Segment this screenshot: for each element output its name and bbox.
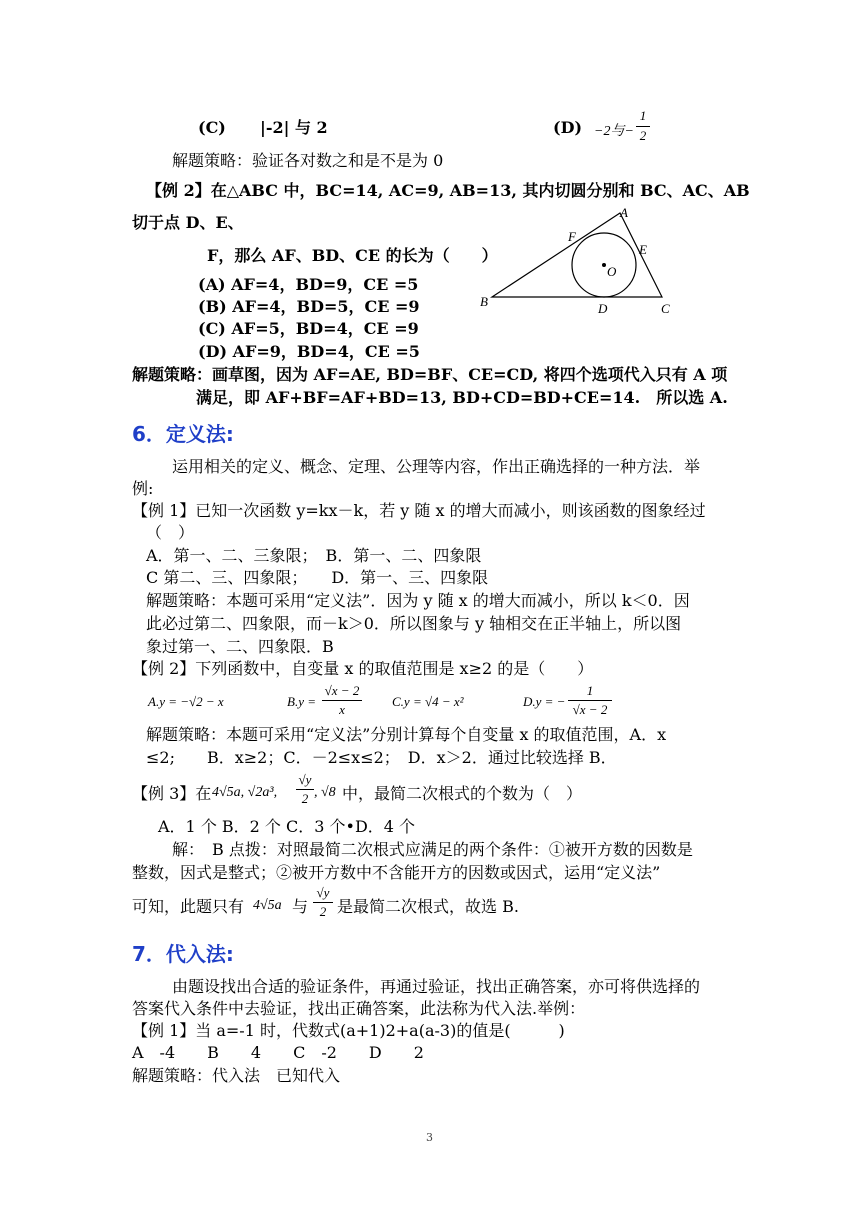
section6-ex3-math: 4√5a, √2a³, xyxy=(212,785,278,800)
ex2-line3: F，那么 AF、BD、CE 的长为（ ） xyxy=(207,246,498,265)
ex2-strategy-line1: 解题策略：画草图，因为 AF=AE, BD=BF、CE=CD, 将四个选项代入只有 A 项 xyxy=(132,365,728,384)
option-c-label: (C) xyxy=(198,118,226,137)
ex2-line2: 切于点 D、E、 xyxy=(132,213,244,232)
section6-ex1-strategy-line2: 此必过第二、四象限，而－k＞0．所以图象与 y 轴相交在正半轴上，所以图 xyxy=(146,614,682,633)
ex2-option-d: (D) AF=9，BD=4，CE =5 xyxy=(198,342,420,361)
incircle-triangle-diagram xyxy=(470,200,700,325)
section7-intro-line1: 由题设找出合适的验证条件，再通过验证，找出正确答案，亦可将供选择的 xyxy=(172,977,701,996)
section7-ex1-line: 【例 1】当 a=-1 时，代数式(a+1)2+a(a-3)的值是( ) xyxy=(132,1021,565,1040)
section6-ex2-strategy-line1: 解题策略：本题可采用“定义法”分别计算每个自变量 x 的取值范围，A．x xyxy=(146,725,667,744)
section6-ex3-math2: , √8 xyxy=(314,785,336,800)
section6-ex3-prefix: 【例 3】在 xyxy=(132,784,212,803)
section7-intro-line2: 答案代入条件中去验证，找出正确答案，此法称为代入法.举例： xyxy=(132,999,586,1018)
section6-ex2-option-d-prefix: D.y = − xyxy=(523,694,566,709)
section6-ex1-options-ab: A．第一、二、三象限； B．第一、二、四象限 xyxy=(146,546,482,565)
ex2-line1: 【例 2】在△ABC 中，BC=14, AC=9, AB=13, 其内切圆分别和 BC、AC、AB xyxy=(146,181,750,200)
section6-ex2-option-b-bar xyxy=(322,700,362,701)
section6-ex2-strategy-line2: ≤2; B．x≥2；C．－2≤x≤2； D．x＞2．通过比较选择 B． xyxy=(146,748,617,767)
section6-ex2-option-c: C.y = √4 − x² xyxy=(392,694,464,709)
section6-ex2-option-b-den: x xyxy=(339,702,345,717)
section6-ex3-solution-frac-num: √y xyxy=(316,885,330,900)
label-b: B xyxy=(480,294,488,309)
label-c: C xyxy=(661,301,670,316)
ex2-option-c: (C) AF=5，BD=4，CE =9 xyxy=(198,319,419,338)
center-point-o xyxy=(602,263,606,267)
ex2-strategy-line2: 满足，即 AF+BF=AF+BD=13, BD+CD=BD+CE=14. 所以选 A. xyxy=(196,388,728,407)
section6-ex3-solution-line1: 解： B 点拨：对照最简二次根式应满足的两个条件：①被开方数的因数是 xyxy=(172,840,693,859)
section6-ex1-line1: 【例 1】已知一次函数 y=kx－k，若 y 随 x 的增大而减小，则该函数的图象经过 xyxy=(132,501,706,520)
label-f: F xyxy=(568,229,576,244)
section6-ex2-option-d-den: √x − 2 xyxy=(572,702,608,717)
section6-ex3-solution-math: 4√5a xyxy=(253,898,282,913)
section6-ex2-option-b-prefix: B.y = xyxy=(287,694,316,709)
label-a: A xyxy=(620,205,628,220)
option-d-frac-den: 2 xyxy=(639,128,647,143)
ex2-option-b: (B) AF=4，BD=5，CE =9 xyxy=(198,297,420,316)
option-d-frac-num: 1 xyxy=(639,108,647,123)
section6-ex2-option-b-num: √x − 2 xyxy=(324,683,360,698)
label-e: E xyxy=(639,242,647,257)
section6-ex1-strategy-line1: 解题策略：本题可采用“定义法”．因为 y 随 x 的增大而减小，所以 k＜0．因 xyxy=(146,591,690,610)
section7-ex1-strategy: 解题策略：代入法 已知代入 xyxy=(132,1066,341,1085)
option-d-frac-bar xyxy=(636,126,650,127)
section6-ex3-frac-den: 2 xyxy=(301,791,309,806)
section6-intro-line1: 运用相关的定义、概念、定理、公理等内容，作出正确选择的一种方法．举 xyxy=(172,457,701,476)
section6-ex3-solution-line3-suffix: 是最简二次根式，故选 B. xyxy=(337,897,519,916)
section6-ex3-solution-and: 与 xyxy=(292,897,309,916)
triangle-abc xyxy=(492,213,662,297)
ex2-option-a: (A) AF=4，BD=9，CE =5 xyxy=(198,275,419,294)
section-7-title: 7．代入法: xyxy=(132,942,234,966)
section6-ex2-option-d-bar xyxy=(568,700,612,701)
label-o: O xyxy=(607,264,617,279)
section6-ex3-options: A．1 个 B．2 个 C．3 个•D．4 个 xyxy=(158,817,416,836)
section6-ex3-question: 中，最简二次根式的个数为（ ） xyxy=(342,784,583,803)
section6-ex3-frac-num: √y xyxy=(298,772,312,787)
section6-ex3-frac-bar xyxy=(296,789,314,790)
page-number: 3 xyxy=(426,1131,433,1144)
section6-ex1-strategy-line3: 象过第一、二、四象限．B xyxy=(146,637,334,656)
label-d: D xyxy=(598,301,608,316)
strategy-1: 解题策略：验证各对数之和是不是为 0 xyxy=(172,151,444,170)
section6-ex1-line2: （ ） xyxy=(146,523,195,542)
section6-ex2-line1: 【例 2】下列函数中，自变量 x 的取值范围是 x≥2 的是（ ） xyxy=(132,659,594,678)
section6-ex2-option-d-num: 1 xyxy=(586,683,594,698)
option-d-text: −2与− xyxy=(594,124,634,139)
option-c-text: |-2| 与 2 xyxy=(260,118,328,137)
section6-ex3-solution-line3-prefix: 可知，此题只有 xyxy=(132,897,245,916)
section6-ex2-option-a: A.y = −√2 − x xyxy=(148,694,224,709)
section7-ex1-options: A -4 B 4 C -2 D 2 xyxy=(132,1043,424,1062)
option-d-label: (D) xyxy=(553,118,583,137)
section6-intro-line2: 例: xyxy=(132,479,154,498)
section6-ex3-solution-frac-den: 2 xyxy=(319,904,327,919)
section6-ex3-solution-line2: 整数，因式是整式；②被开方数中不含能开方的因数或因式，运用“定义法” xyxy=(132,863,661,882)
section6-ex1-options-cd: C 第二、三、四象限； D．第一、三、四象限 xyxy=(146,568,489,587)
section-6-title: 6．定义法: xyxy=(132,422,234,446)
section6-ex3-solution-frac-bar xyxy=(313,902,333,903)
